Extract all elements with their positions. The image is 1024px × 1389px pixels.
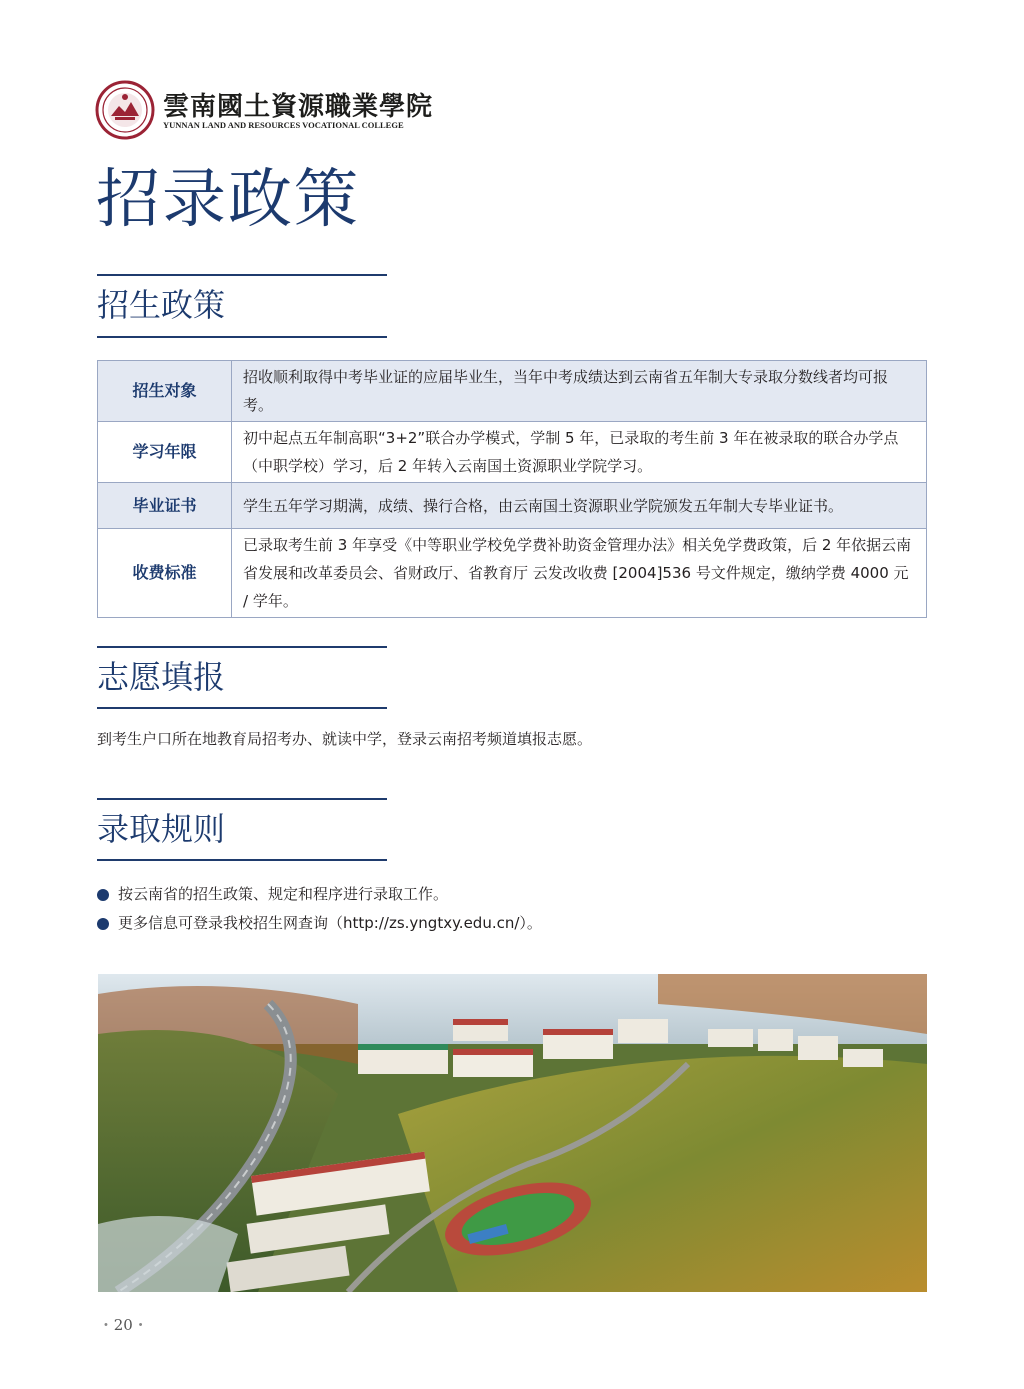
bullet-dot-icon bbox=[97, 918, 109, 930]
row-label: 毕业证书 bbox=[98, 483, 232, 529]
row-value: 初中起点五年制高职“3+2”联合办学模式，学制 5 年，已录取的考生前 3 年在被录取的联合办学点（中职学校）学习，后 2 年转入云南国土资源职业学院学习。 bbox=[232, 422, 927, 483]
college-emblem-icon bbox=[95, 80, 155, 140]
list-item bbox=[97, 909, 542, 938]
list-item-text: 按云南省的招生政策、规定和程序进行录取工作。 bbox=[118, 885, 449, 903]
table-row bbox=[98, 361, 927, 422]
application-text: 到考生户口所在地教育局招考办、就读中学，登录云南招考频道填报志愿。 bbox=[97, 730, 593, 748]
table-row bbox=[98, 422, 927, 483]
campus-aerial-photo bbox=[98, 974, 927, 1292]
section-title-enrollment-policy: 招生政策 bbox=[97, 286, 226, 324]
page-number bbox=[103, 1316, 143, 1334]
section-divider-top bbox=[97, 646, 387, 648]
admission-rules-list bbox=[97, 880, 542, 938]
campus-illustration bbox=[98, 974, 927, 1292]
college-logo bbox=[95, 80, 434, 142]
section-title-application: 志愿填报 bbox=[97, 658, 226, 696]
page-number-right-dot: • bbox=[137, 1320, 144, 1332]
list-item-text: 更多信息可登录我校招生网查询（http://zs.yngtxy.edu.cn/）。 bbox=[118, 914, 542, 932]
bullet-dot-icon bbox=[97, 889, 109, 901]
row-value: 招收顺利取得中考毕业证的应届毕业生，当年中考成绩达到云南省五年制大专录取分数线者均可报考。 bbox=[232, 361, 927, 422]
section-title-admission-rules: 录取规则 bbox=[97, 810, 226, 848]
section-divider-bottom bbox=[97, 336, 387, 338]
page-number-value: 20 bbox=[113, 1316, 133, 1334]
row-label: 招生对象 bbox=[98, 361, 232, 422]
table-row bbox=[98, 483, 927, 529]
section-divider-bottom bbox=[97, 707, 387, 709]
table-row bbox=[98, 529, 927, 618]
page-title: 招录政策 bbox=[96, 163, 360, 237]
section-divider-bottom bbox=[97, 859, 387, 861]
page-number-left-dot: • bbox=[103, 1320, 109, 1332]
row-value: 学生五年学习期满，成绩、操行合格，由云南国土资源职业学院颁发五年制大专毕业证书。 bbox=[232, 483, 927, 529]
section-divider-top bbox=[97, 798, 387, 800]
row-value: 已录取考生前 3 年享受《中等职业学校免学费补助资金管理办法》相关免学费政策，后 2 年依据云南省发展和改革委员会、省财政厅、省教育厅 云发改收费 [2004]536 号文件规定，缴纳学费 4000 元 / 学年。 bbox=[232, 529, 927, 618]
row-label: 收费标准 bbox=[98, 529, 232, 618]
row-label: 学习年限 bbox=[98, 422, 232, 483]
logo-english-name: YUNNAN LAND AND RESOURCES VOCATIONAL COLLEGE bbox=[163, 120, 404, 130]
section-divider-top bbox=[97, 274, 387, 276]
logo-chinese-name: 雲南國土資源職業學院 bbox=[163, 92, 434, 122]
enrollment-policy-table bbox=[97, 360, 927, 618]
list-item bbox=[97, 880, 542, 909]
